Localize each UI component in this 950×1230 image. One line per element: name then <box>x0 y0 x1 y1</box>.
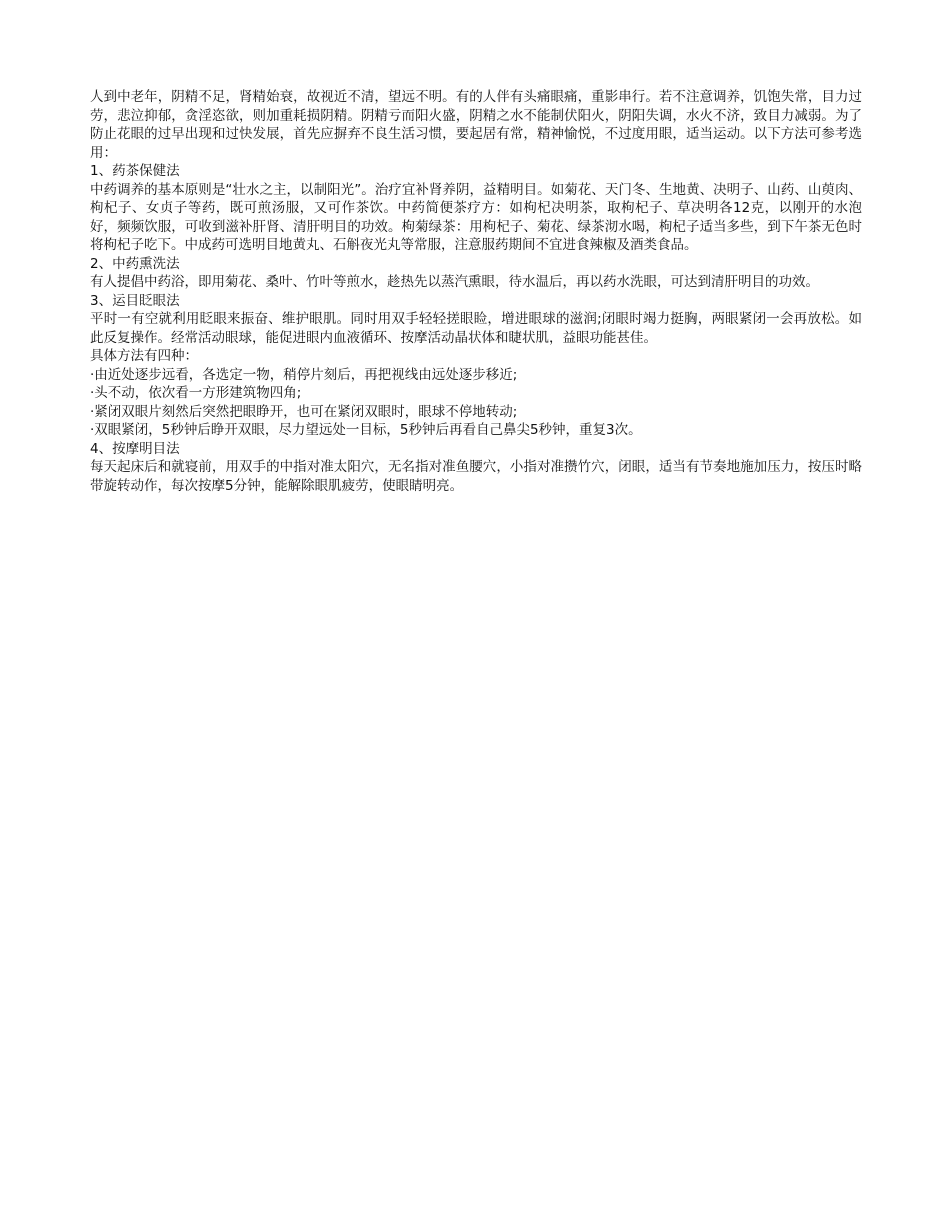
section-heading-tea: 1、药茶保健法 <box>90 163 180 179</box>
section-heading-massage: 4、按摩明目法 <box>90 440 180 457</box>
section-body-massage: 每天起床后和就寝前，用双手的中指对准太阳穴，无名指对准鱼腰穴，小指对准攒竹穴，闭眼，适当有节奏地施加压力，按压时略带旋转动作，每次按摩5分钟，能解除眼肌疲劳，使眼睛明亮。 <box>90 459 862 494</box>
section-heading-eye-exercise: 3、运目眨眼法 <box>90 292 180 309</box>
method-bullet-4: ·双眼紧闭，5秒钟后睁开双眼，尽力望远处一目标，5秒钟后再看自己鼻尖5秒钟，重复3次。 <box>90 422 642 438</box>
document-page <box>90 88 862 495</box>
section-heading-fumigation: 2、中药熏洗法 <box>90 255 180 272</box>
method-bullet-3: ·紧闭双眼片刻然后突然把眼睁开，也可在紧闭双眼时，眼球不停地转动; <box>90 403 518 420</box>
intro-paragraph: 人到中老年，阴精不足，肾精始衰，故视近不清，望远不明。有的人伴有头痛眼痛，重影串行。若不注意调养，饥饱失常，目力过劳，悲泣抑郁，贪淫恣欲，则加重耗损阴精。阴精亏而阳火盛，阴精之水不能制伏阳火，阴阳失调，水火不济，致目力减弱。为了防止花眼的过早出现和过快发展，首先应摒弃不良生活习惯，要起居有常，精神愉悦，不过度用眼，适当运动。以下方法可参考选用： <box>90 89 862 161</box>
section-body-fumigation: 有人提倡中药浴，即用菊花、桑叶、竹叶等煎水，趁热先以蒸汽熏眼，待水温后，再以药水洗眼，可达到清肝明目的功效。 <box>90 274 819 290</box>
method-bullet-1: ·由近处逐步远看，各选定一物，稍停片刻后，再把视线由远处逐步移近; <box>90 366 518 383</box>
section-subheading-methods: 具体方法有四种： <box>90 348 198 364</box>
section-body-eye-exercise: 平时一有空就利用眨眼来振奋、维护眼肌。同时用双手轻轻搓眼睑，增进眼球的滋润;闭眼时竭力挺胸，两眼紧闭一会再放松。如此反复操作。经常活动眼球，能促进眼内血液循环、按摩活动晶状体和睫状肌，益眼功能甚佳。 <box>90 311 862 346</box>
method-bullet-2: ·头不动，依次看一方形建筑物四角; <box>90 385 302 401</box>
section-body-tea: 中药调养的基本原则是“壮水之主，以制阳光”。治疗宜补肾养阴，益精明目。如菊花、天门冬、生地黄、决明子、山药、山萸肉、枸杞子、女贞子等药，既可煎汤服，又可作茶饮。中药简便茶疗方：如枸杞决明茶，取枸杞子、草决明各12克，以刚开的水泡好，频频饮服，可收到滋补肝肾、清肝明目的功效。枸菊绿茶：用枸杞子、菊花、绿茶沏水喝，枸杞子适当多些，到下午茶无色时将枸杞子吃下。中成药可选明目地黄丸、石斛夜光丸等常服，注意服药期间不宜进食辣椒及酒类食品。 <box>90 181 862 253</box>
